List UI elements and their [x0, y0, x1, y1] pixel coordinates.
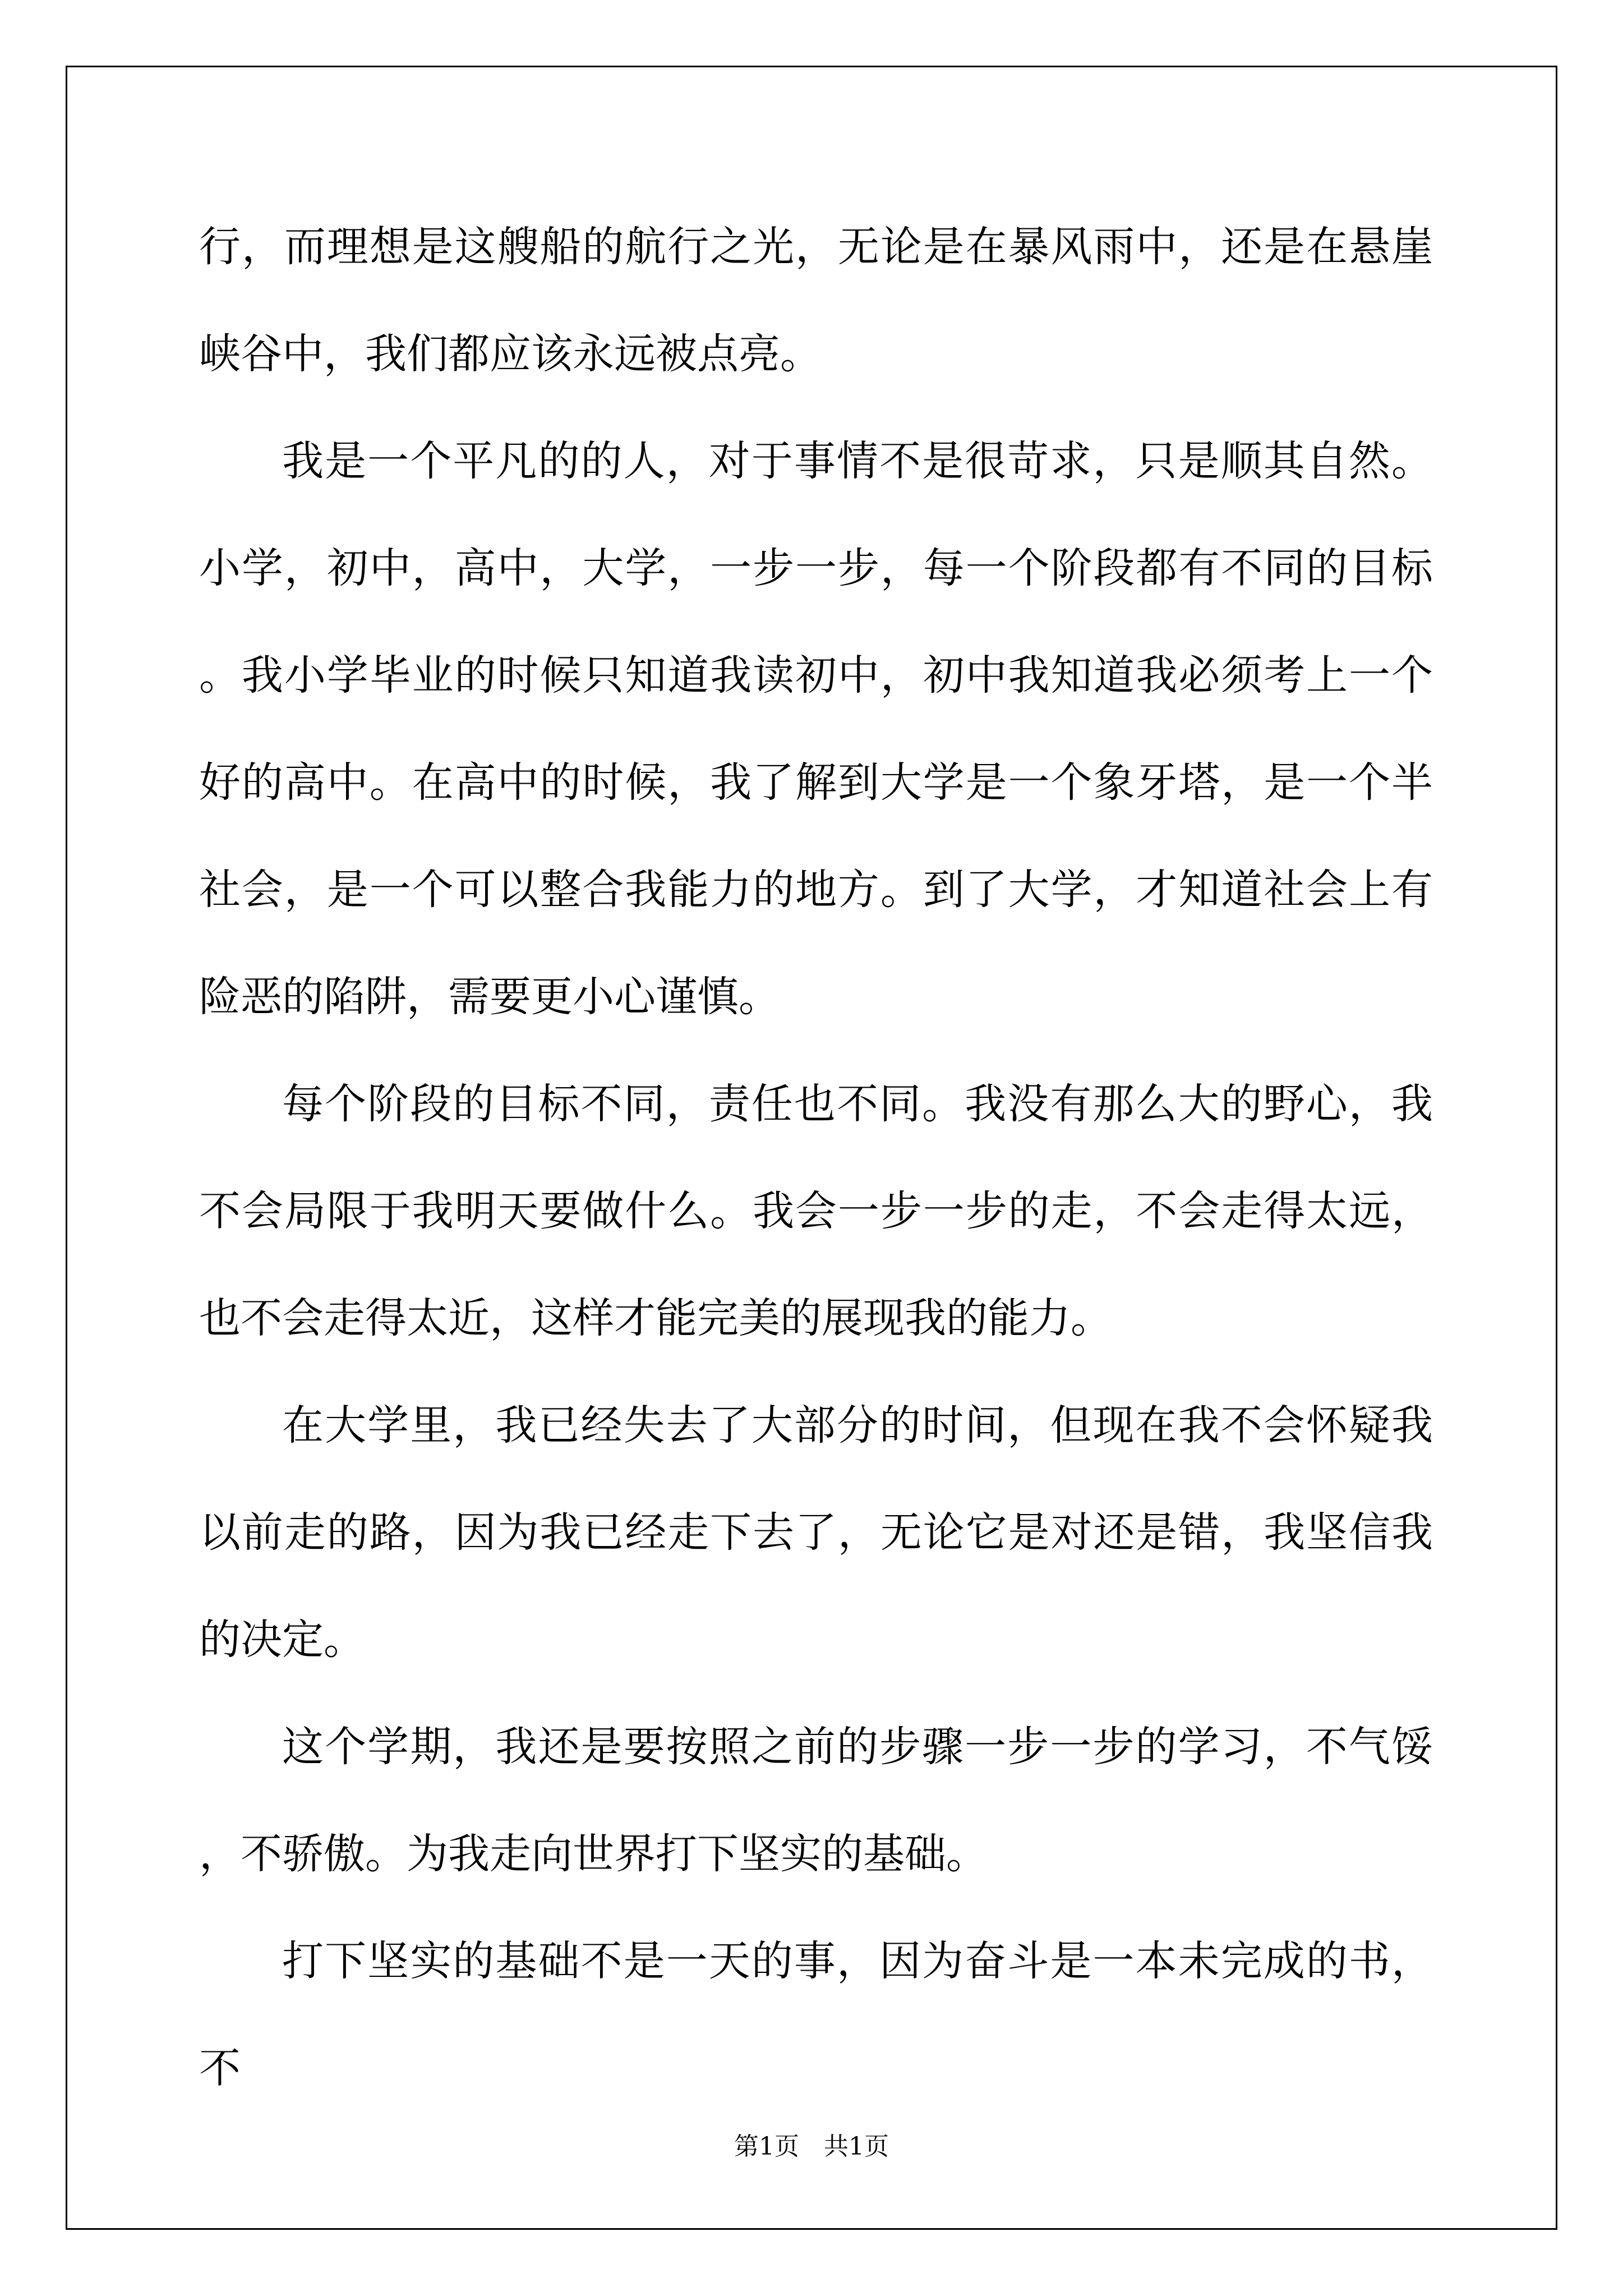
- paragraph-5: 这个学期，我还是要按照之前的步骤一步一步的学习，不气馁，不骄傲。为我走向世界打下坚实的基础。: [199, 1723, 1433, 1878]
- page-number-total: 共1页: [824, 2132, 889, 2161]
- paragraph-4: 在大学里，我已经失去了大部分的时间，但现在我不会怀疑我以前走的路，因为我已经走下去了，无论它是对还是错，我坚信我的决定。: [199, 1401, 1433, 1664]
- paragraph-3: 每个阶段的目标不同，责任也不同。我没有那么大的野心，我不会局限于我明天要做什么。我会一步一步的走，不会走得太远，也不会走得太近，这样才能完美的展现我的能力。: [199, 1080, 1433, 1342]
- paragraph-6: 打下坚实的基础不是一天的事，因为奋斗是一本未完成的书，不: [199, 1937, 1433, 2092]
- document-body: [199, 194, 1433, 2122]
- page-footer: [0, 2126, 1623, 2162]
- paragraph-1: 行，而理想是这艘船的航行之光，无论是在暴风雨中，还是在悬崖峡谷中，我们都应该永远被点亮。: [199, 223, 1433, 378]
- page-number-current: 第1页: [734, 2132, 799, 2161]
- paragraph-2: 我是一个平凡的的人，对于事情不是很苛求，只是顺其自然。小学，初中，高中，大学，一步一步，每一个阶段都有不同的目标。我小学毕业的时候只知道我读初中，初中我知道我必须考上一个好的高中。在高中的时候，我了解到大学是一个象牙塔，是一个半社会，是一个可以整合我能力的地方。到了大学，才知道社会上有险恶的陷阱，需要更小心谨慎。: [199, 437, 1433, 1021]
